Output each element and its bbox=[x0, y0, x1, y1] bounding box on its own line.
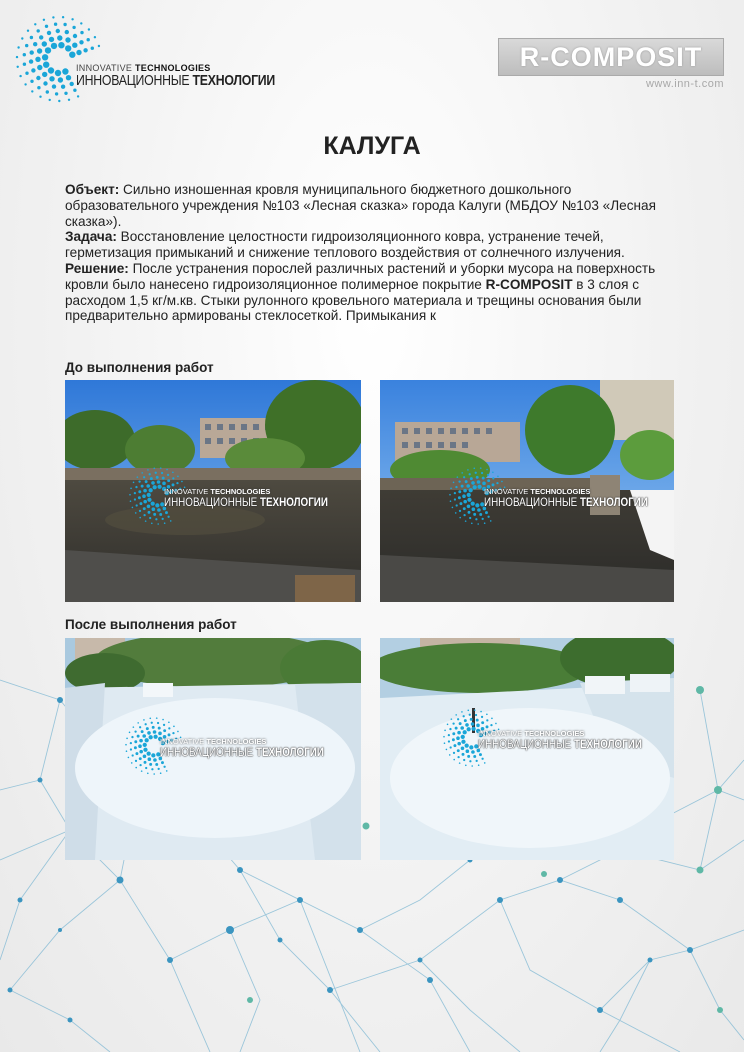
brand-logo: R-COMPOSIT bbox=[498, 38, 724, 76]
page-title: КАЛУГА bbox=[323, 132, 421, 160]
watermark-before-2: INNOVATIVE TECHNOLOGIES ИННОВАЦИОННЫЕ ТЕХНОЛОГИИ bbox=[448, 466, 648, 536]
solution-paragraph: Решение: После устранения порослей различных растений и уборки мусора на поверхность кровли было нанесено гидроизоляционное полимерное покрытие R-COMPOSIT в 3 слоя с расходом 1,5 кг/м.кв. Стыки рулонного кровельного материала и трещины основания были предварительно армированы стеклосеткой. Примыкания к bbox=[65, 260, 656, 324]
company-logo bbox=[14, 14, 274, 104]
logo-english-line: INNOVATIVE TECHNOLOGIES bbox=[76, 63, 211, 73]
logo-russian-line: ИННОВАЦИОННЫЕ ТЕХНОЛОГИИ bbox=[76, 72, 275, 89]
task-paragraph: Задача: Восстановление целостности гидроизоляционного ковра, устранение течей, герметизация примыканий и снижение теплового воздействия от солнечного излучения. bbox=[65, 229, 625, 261]
watermark-after-1: INNOVATIVE TECHNOLOGIES ИННОВАЦИОННЫЕ ТЕХНОЛОГИИ bbox=[124, 716, 324, 786]
watermark-before-1: INNOVATIVE TECHNOLOGIES ИННОВАЦИОННЫЕ ТЕХНОЛОГИИ bbox=[128, 466, 328, 536]
brand-url: www.inn-t.com bbox=[645, 78, 724, 90]
object-paragraph: Объект: Сильно изношенная кровля муниципального бюджетного дошкольного образовательного учреждения №103 «Лесная сказка» города Калуги (МБДОУ №103 «Лесная сказка»). bbox=[65, 182, 656, 229]
after-section-label: После выполнения работ bbox=[65, 617, 237, 632]
before-section-label: До выполнения работ bbox=[65, 360, 214, 375]
brand-block bbox=[498, 38, 724, 90]
watermark-after-2: INNOVATIVE TECHNOLOGIES ИННОВАЦИОННЫЕ ТЕХНОЛОГИИ bbox=[442, 708, 642, 778]
description-text bbox=[65, 182, 683, 324]
dot-burst-logo-icon bbox=[14, 14, 104, 104]
logo-wordmark bbox=[76, 64, 319, 88]
